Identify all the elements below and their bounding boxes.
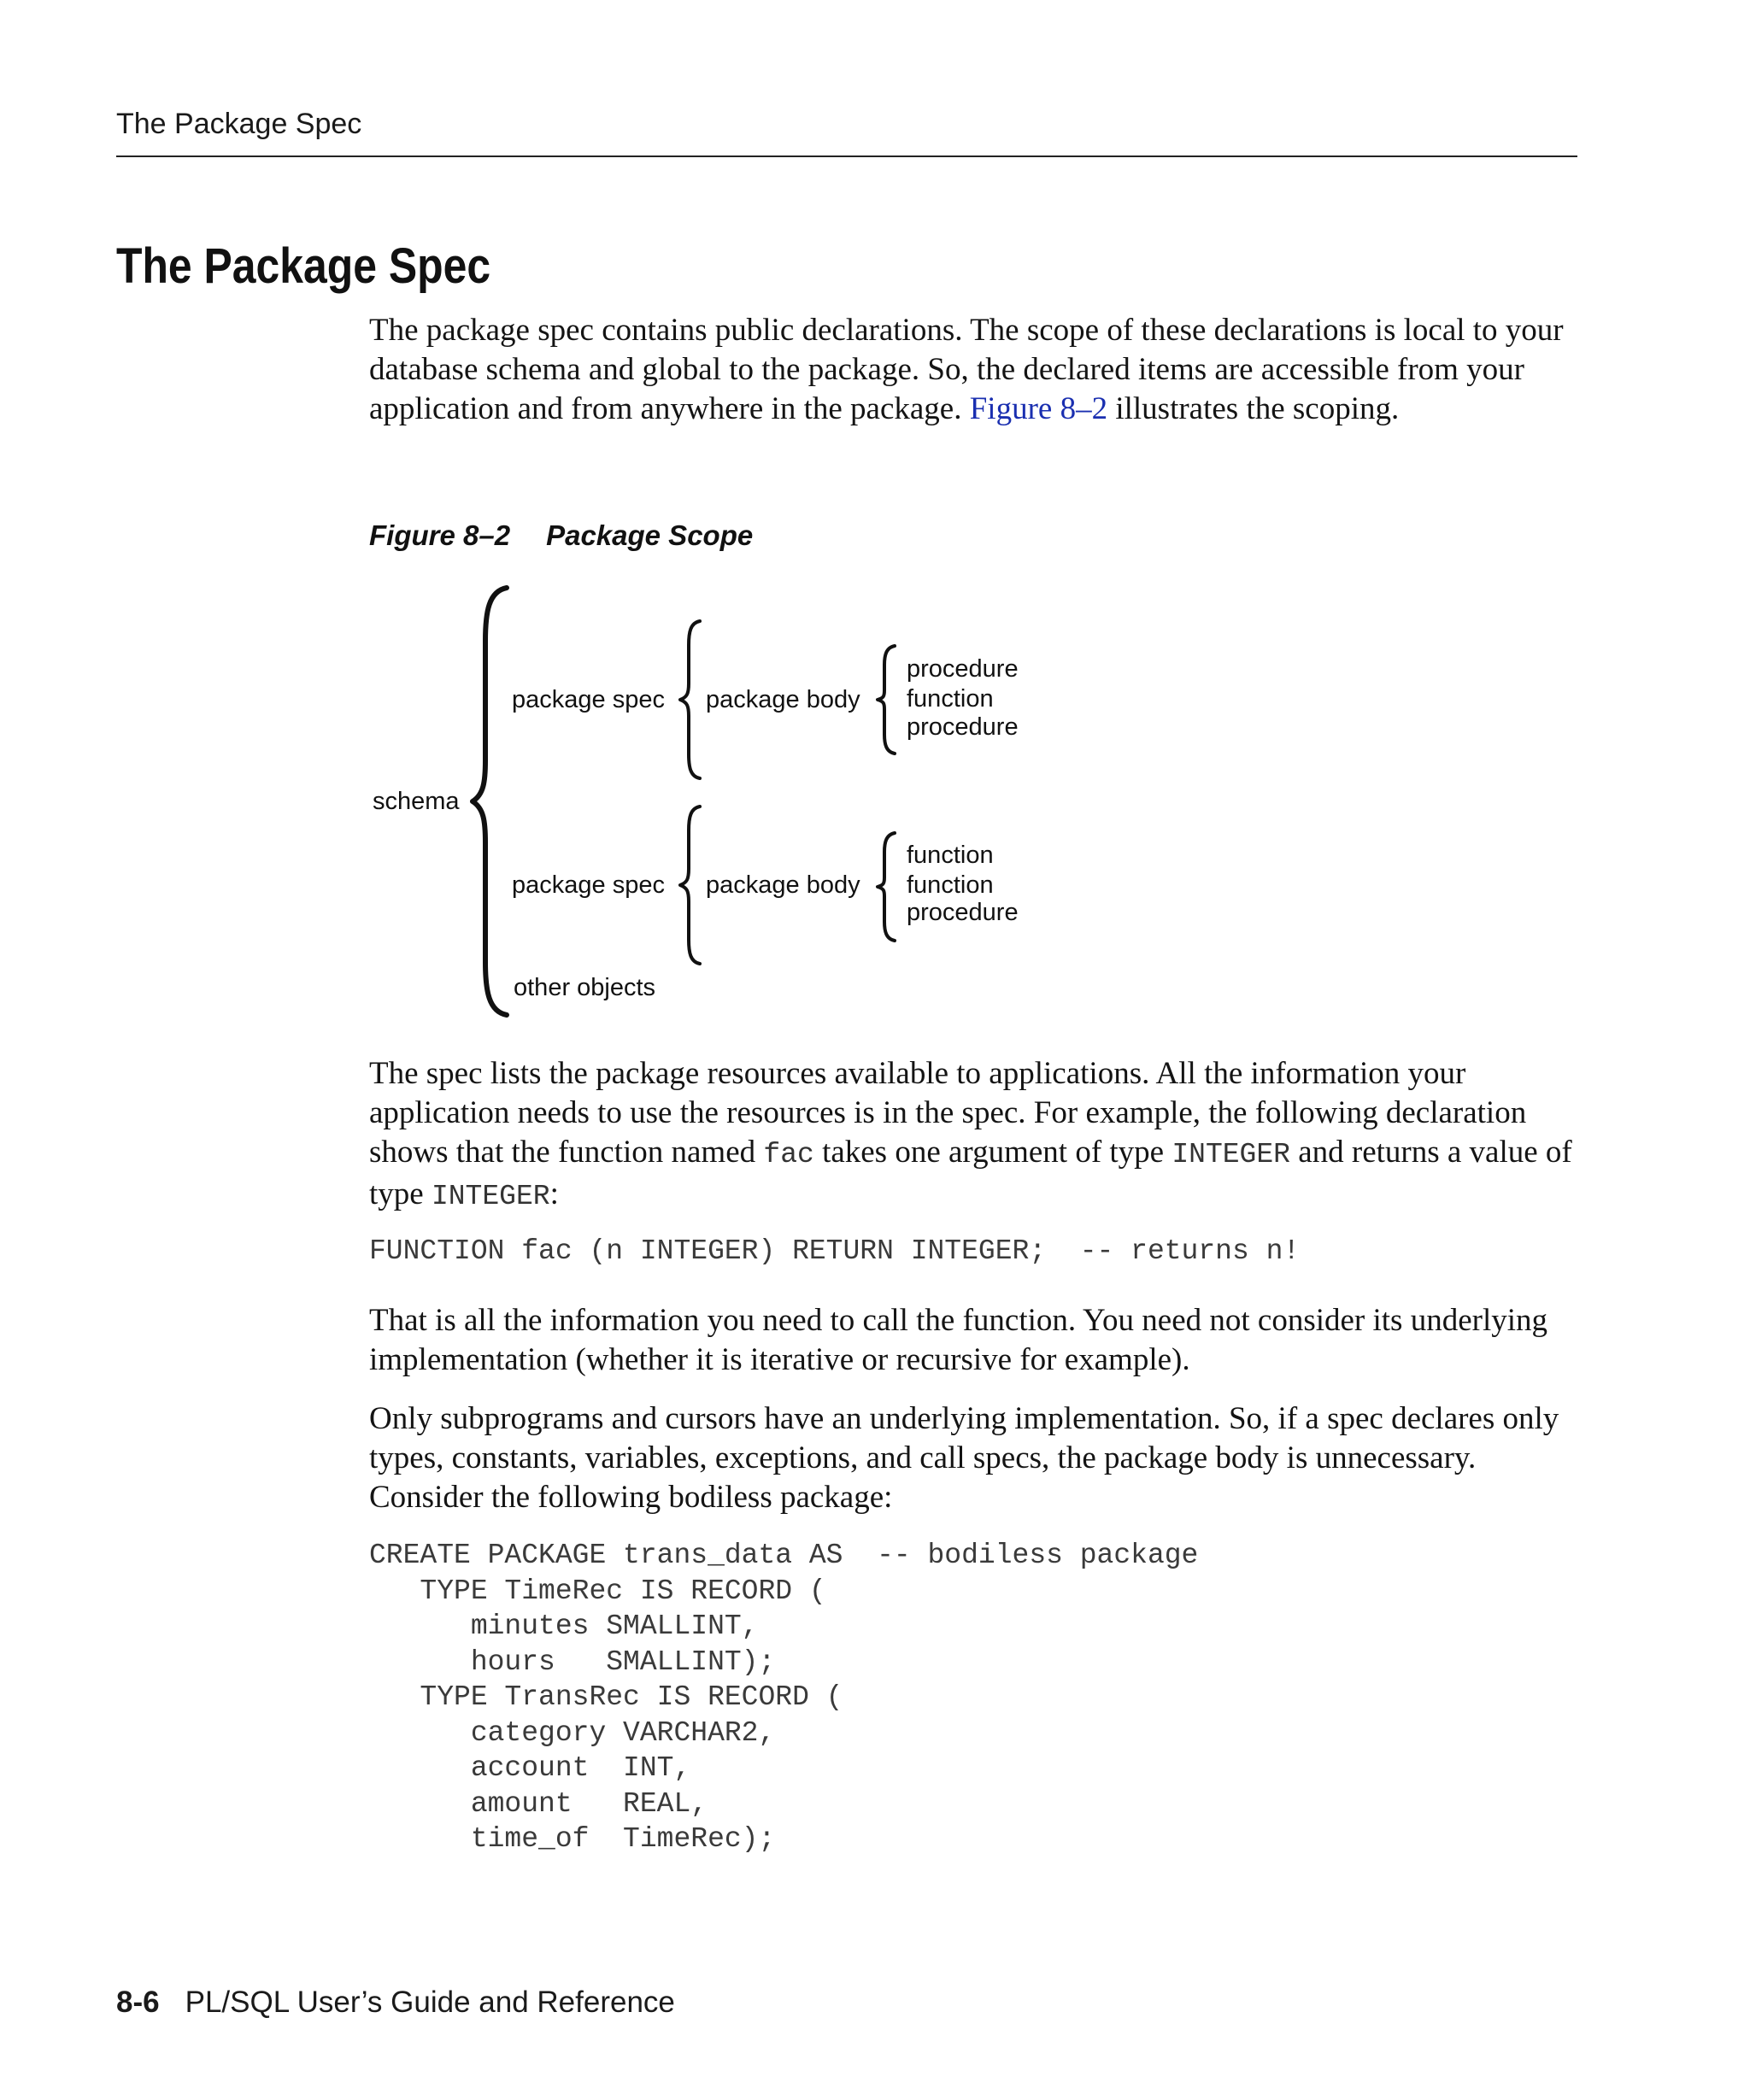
body-brace	[878, 646, 895, 754]
package-body-label: package body	[706, 686, 860, 713]
info-paragraph: That is all the information you need to call the function. You need not consider its underlying implementation (whether it is iterative or recursive for example).	[369, 1303, 1548, 1377]
spec-text: :	[549, 1176, 559, 1211]
figure-caption	[369, 519, 753, 552]
subprogram-label: procedure	[907, 899, 1019, 926]
subprogram-label: procedure	[907, 713, 1019, 741]
book-title: PL/SQL User’s Guide and Reference	[185, 1986, 675, 2019]
page-number: 8-6	[116, 1986, 160, 2019]
intro-text-end: illustrates the scoping.	[1107, 391, 1400, 426]
code-line: CREATE PACKAGE trans_data AS -- bodiless package	[369, 1540, 1199, 1571]
code-line: minutes SMALLINT,	[369, 1610, 759, 1642]
code-line: TYPE TransRec IS RECORD (	[369, 1681, 843, 1713]
code-line: category VARCHAR2,	[369, 1716, 776, 1749]
code-trans-data	[369, 1538, 1198, 1857]
schema-brace	[473, 588, 507, 1015]
body-brace	[878, 833, 895, 941]
inline-code-fac: fac	[763, 1139, 814, 1170]
header-rule	[116, 155, 1577, 157]
subprogram-label: function	[907, 842, 994, 869]
spec-brace	[680, 621, 700, 778]
subprograms-paragraph: Only subprograms and cursors have an underlying implementation. So, if a spec declares only types, constants, variables, exceptions, and call specs, the package body is unnecessary. Consider the following bodiless package:	[369, 1401, 1559, 1515]
running-header: The Package Spec	[116, 108, 362, 140]
package-spec-label: package spec	[512, 686, 665, 713]
inline-code-integer: INTEGER	[431, 1181, 550, 1212]
spec-paragraph	[369, 1054, 1574, 1217]
intro-paragraph	[369, 311, 1574, 429]
subprogram-label: function	[907, 871, 994, 899]
code-fac-declaration: FUNCTION fac (n INTEGER) RETURN INTEGER; -- returns n!	[369, 1235, 1301, 1267]
subprogram-label: procedure	[907, 655, 1019, 683]
code-line: TYPE TimeRec IS RECORD (	[369, 1575, 826, 1607]
other-objects-label: other objects	[514, 974, 656, 1001]
spec-text: takes one argument of type	[813, 1135, 1172, 1170]
code-line: account INT,	[369, 1752, 691, 1784]
figure-title: Package Scope	[546, 519, 754, 551]
intro-text: The package spec contains public declarations. The scope of these declarations is local to your database schema and global to the package. So, the declared items are accessible from your application and from anywhere in the package.	[369, 313, 1564, 426]
schema-label: schema	[373, 788, 460, 815]
inline-code-integer: INTEGER	[1172, 1139, 1290, 1170]
package-spec-label: package spec	[512, 871, 665, 899]
figure-number: Figure 8–2	[369, 519, 511, 551]
page-title: The Package Spec	[116, 238, 491, 294]
package-body-label: package body	[706, 871, 860, 899]
subprogram-label: function	[907, 685, 994, 713]
code-line: amount REAL,	[369, 1787, 708, 1820]
code-line: hours SMALLINT);	[369, 1645, 776, 1678]
spec-text: and returns a value of type	[369, 1135, 1572, 1211]
spec-brace	[680, 807, 700, 964]
figure-link[interactable]: Figure 8–2	[969, 391, 1108, 426]
code-line: time_of TimeRec);	[369, 1823, 776, 1855]
spec-text: The spec lists the package resources available to applications. All the information your application needs to use the resources is in the spec. For example, the following declaration shows that the function named	[369, 1056, 1527, 1170]
page-footer	[116, 1986, 675, 2020]
